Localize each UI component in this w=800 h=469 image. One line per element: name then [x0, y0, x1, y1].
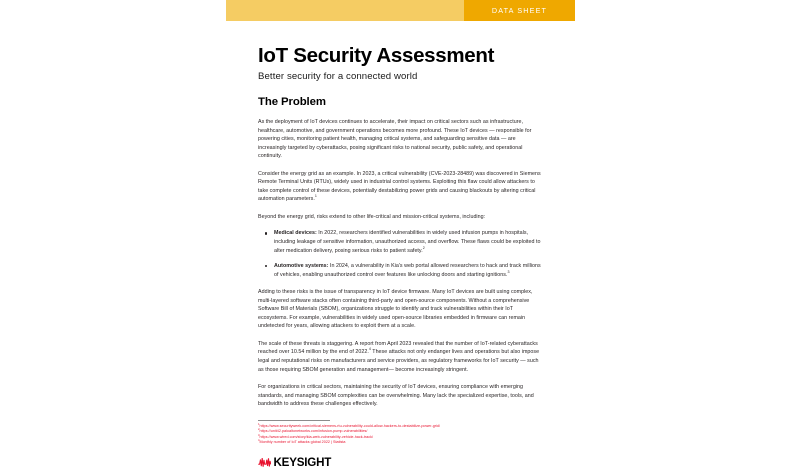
footnote-ref-4: 4 [368, 347, 371, 352]
list-item-lead: Medical devices: [274, 230, 317, 237]
list-item-text: In 2022, researchers identified vulnerabilities in widely used infusion pumps in hospitals, including leakage of sensitive information, unauthorized access, and overflow. These flaws could be exploited to alter medication delivery, posing serious risks to patient safety. [274, 230, 541, 254]
paragraph-3: Beyond the energy grid, risks extend to other life-critical and mission-critical systems, including: [258, 213, 486, 220]
footnote-text[interactable]: https://www.securityweek.com/critical-siemens-rtu-vulnerability-could-allow-hackers-to-destabilize-power-grid/ [259, 423, 440, 428]
keysight-waveform-icon [258, 457, 271, 468]
header-badge [464, 0, 575, 21]
header-bar-left-fill [226, 0, 464, 21]
section-heading-the-problem: The Problem [258, 96, 326, 108]
document-content [226, 45, 575, 468]
page-title: IoT Security Assessment [258, 44, 495, 67]
paragraph-5-part-1: The scale of these threats is staggering. A report from April 2023 revealed that the number of IoT-related cyberattacks reached over 10.54 million by the end of 2022. [258, 340, 538, 356]
bullet-dot-icon [265, 265, 267, 267]
keysight-logo [258, 457, 543, 468]
paragraph-1: As the deployment of IoT devices continues to accelerate, their impact on critical sectors such as infrastructure, healthcare, automotive, and government operations becomes more profound. These IoT devices — responsible for powering cities, monitoring patient health, managing critical systems, and safeguarding sensitive data — are increasingly targeted by cyberattacks, posing significant risks to national security, public safety, and operational continuity. [258, 119, 532, 160]
footnote-ref-3: 3 [507, 269, 510, 274]
footnote-item[interactable] [258, 440, 543, 445]
footnote-marker: 4 [258, 438, 260, 442]
paragraph-6: For organizations in critical sectors, maintaining the security of IoT devices, ensuring compliance with emerging standards, and managing SBOM complexities can be overwhelming. Many lack the specialized expertise, tools, and bandwidth to address these challenges effectively. [258, 384, 534, 408]
paragraph-5-part-2: These attacks not only endanger lives and operations but also impose legal and reputational risks on manufacturers and service providers, as regulatory frameworks for IoT security — such as those requiring SBOM generation and management— become increasingly stringent. [258, 349, 540, 373]
footnote-text[interactable]: https://www.wired.com/story/kia-web-vulnerability-vehicle-hack-track/ [259, 434, 373, 439]
list-item-lead: Automotive systems: [274, 263, 329, 270]
paragraph-5 [258, 340, 543, 374]
footnote-list [258, 424, 543, 446]
footnote-text[interactable]: Monthly number of IoT attacks global 2022 | Statista [259, 439, 346, 444]
footnote-marker: 2 [258, 427, 260, 431]
paragraph-2-text: Consider the energy grid as an example. In 2023, a critical vulnerability (CVE-2023-28489) was discovered in Siemens Remote Terminal Units (RTUs), widely used in industrial control systems. Exploiting this flaw could allow attackers to take complete control of these devices, potentially destabilizing power grids and causing blackouts by altering critical automation parameters. [258, 170, 541, 203]
list-item [274, 229, 543, 255]
footnote-ref-1: 1 [314, 194, 317, 199]
paragraph-4: Adding to these risks is the issue of transparency in IoT device firmware. Many IoT devices are built using complex, multi-layered software stacks often containing third-party and open-source components. Without a comprehensive Software Bill of Materials (SBOM), organizations struggle to identify and track vulnerabilities within their IoT ecosystems. For example, vulnerabilities in widely used open-source libraries embedded in firmware can remain undetected for years, allowing attackers to exploit them at a scale. [258, 289, 533, 330]
footnote-ref-2: 2 [422, 245, 425, 250]
risk-bullet-list [258, 229, 543, 279]
paragraph-2 [258, 170, 543, 204]
page-subtitle: Better security for a connected world [258, 71, 418, 82]
header-bar [226, 0, 575, 21]
list-item [274, 262, 543, 279]
footnote-text[interactable]: https://unit42.paloaltonetworks.com/infusion-pump-vulnerabilities/ [259, 429, 368, 434]
header-badge-label: DATA SHEET [491, 6, 548, 15]
list-item-text: In 2024, a vulnerability in Kia's web portal allowed researchers to hack and track millions of vehicles, enabling unauthorized control over features like unlocking doors and starting ignitions. [274, 263, 541, 278]
keysight-wordmark: KEYSIGHT [273, 456, 332, 469]
footnote-marker: 3 [258, 433, 260, 437]
document-page [226, 0, 575, 469]
bullet-dot-icon [265, 232, 267, 234]
footnote-divider [258, 420, 330, 421]
footnote-marker: 1 [258, 422, 260, 426]
